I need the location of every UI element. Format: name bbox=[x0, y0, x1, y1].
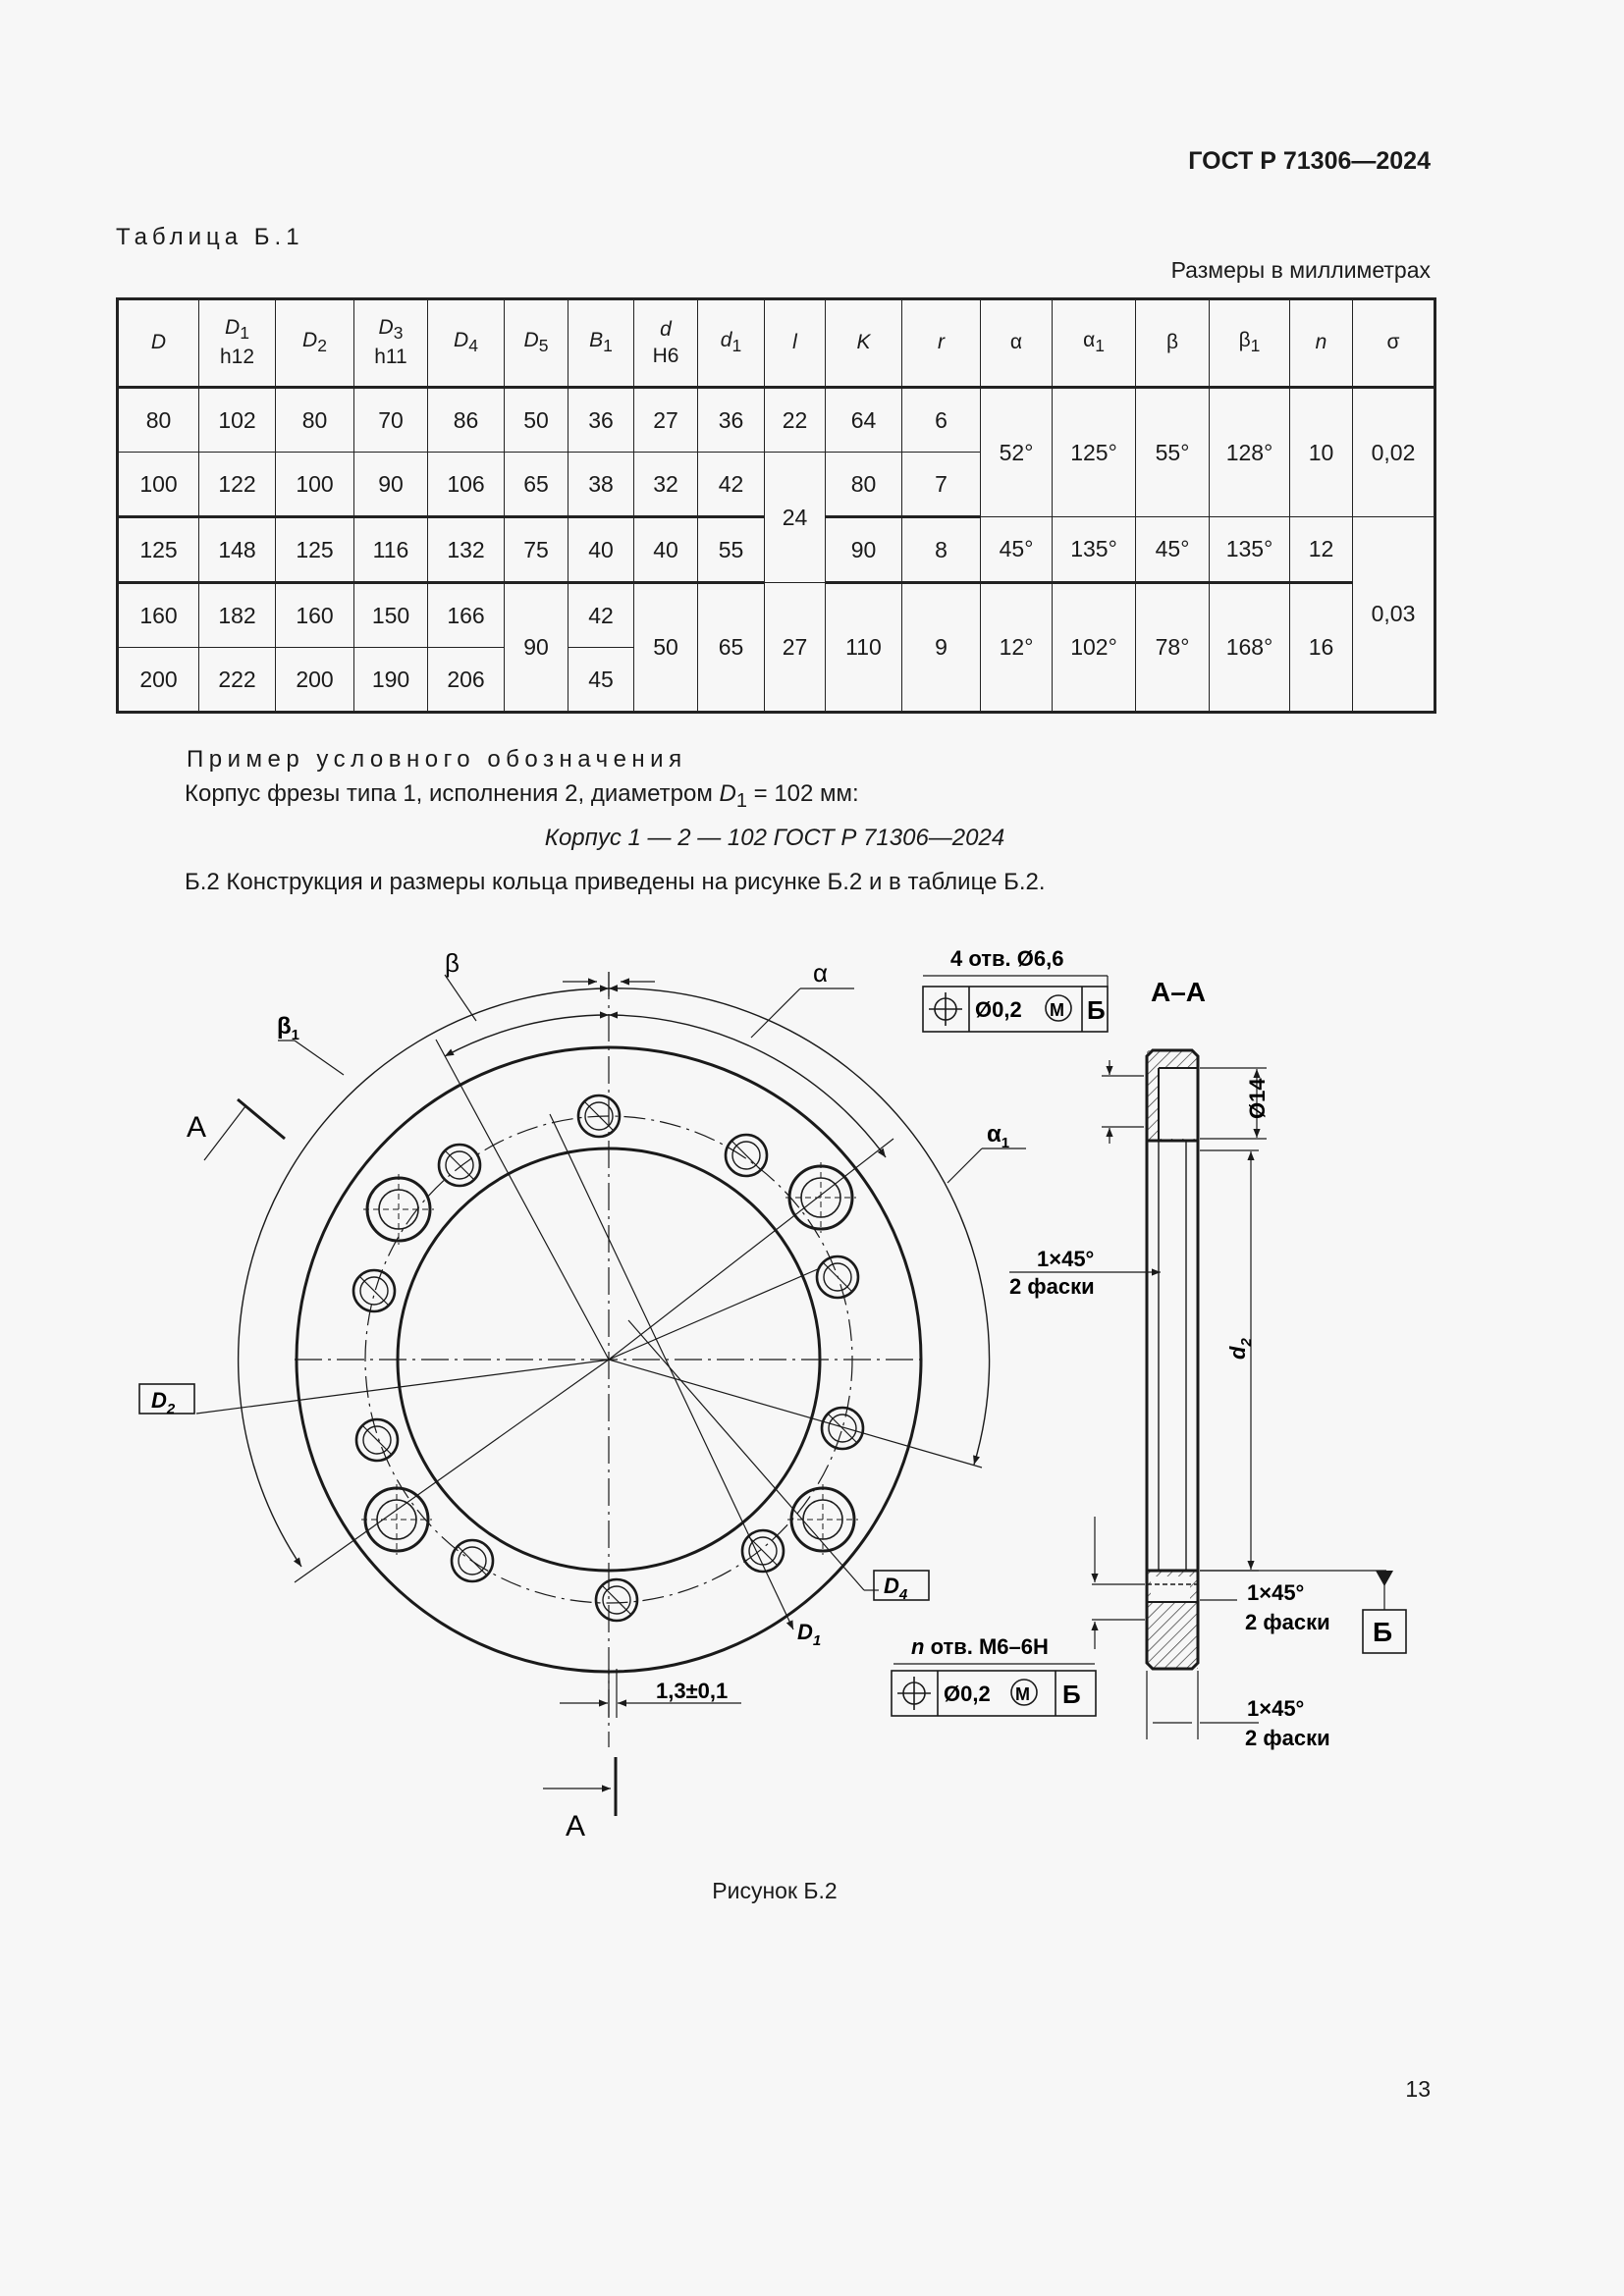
page-number: 13 bbox=[1405, 2076, 1431, 2102]
datum-B: Б bbox=[1373, 1617, 1393, 1647]
label-alpha: α bbox=[813, 958, 829, 988]
col-d1: $d_1$ bbox=[698, 299, 765, 388]
col-D5: $D_5$ bbox=[505, 299, 568, 388]
col-sigma: σ bbox=[1353, 299, 1435, 388]
table-units: Размеры в миллиметрах bbox=[1170, 257, 1431, 283]
label-beta: β bbox=[445, 948, 460, 978]
col-D: D bbox=[118, 299, 199, 388]
dim-d14: Ø14 bbox=[1245, 1078, 1270, 1119]
col-l: l bbox=[765, 299, 826, 388]
fcf-top-tolerance: Ø0,2 bbox=[975, 997, 1022, 1022]
col-beta: β bbox=[1136, 299, 1210, 388]
col-alpha1: $\alpha_1$ bbox=[1053, 299, 1136, 388]
col-K: K bbox=[826, 299, 902, 388]
table-caption: Таблица Б.1 bbox=[116, 224, 304, 250]
chamfer-1b: 2 фаски bbox=[1009, 1274, 1095, 1299]
col-D2: $D_2$ bbox=[276, 299, 354, 388]
fcf-bottom-datum: Б bbox=[1062, 1680, 1081, 1709]
col-d: d H6 bbox=[634, 299, 698, 388]
holes-top-note: 4 отв. Ø6,6 bbox=[950, 946, 1064, 971]
col-n: n bbox=[1290, 299, 1353, 388]
ring-front-view bbox=[196, 972, 1026, 1816]
chamfer-2b: 2 фаски bbox=[1245, 1610, 1330, 1634]
fcf-bottom-modifier: M bbox=[1015, 1684, 1030, 1704]
chamfer-2a: 1×45° bbox=[1247, 1580, 1305, 1605]
holes-bottom-note: n отв. М6–6Н bbox=[911, 1634, 1049, 1659]
table-row: 80 102 80 70 86 50 36 27 36 22 64 6 52° 125° 55° 128° 10 0,02 bbox=[118, 388, 1435, 453]
col-D3: $D_3$ h11 bbox=[354, 299, 428, 388]
example-body: Корпус фрезы типа 1, исполнения 2, диаметром $D_1 = 102$ мм: bbox=[185, 780, 859, 812]
table-row: 200 222 200 190 206 45 bbox=[118, 648, 1435, 713]
section-A-A: А–А bbox=[1151, 977, 1207, 1007]
fcf-top-modifier: M bbox=[1050, 1000, 1064, 1020]
col-D1: $D_1$ h12 bbox=[199, 299, 276, 388]
fcf-top-datum: Б bbox=[1087, 995, 1106, 1025]
col-D4: $D_4$ bbox=[428, 299, 505, 388]
chamfer-3b: 2 фаски bbox=[1245, 1726, 1330, 1750]
label-D4: $D_4$ bbox=[884, 1574, 908, 1603]
table-row: 160 182 160 150 166 90 42 50 65 27 110 9 12° 102° 78° 168° 16 bbox=[118, 583, 1435, 648]
label-beta1: $\beta_1$ bbox=[277, 1013, 299, 1043]
standard-number: ГОСТ Р 71306—2024 bbox=[1188, 147, 1431, 175]
example-designation: Корпус 1 — 2 — 102 ГОСТ Р 71306—2024 bbox=[544, 825, 1005, 851]
dim-1-3: 1,3±0,1 bbox=[656, 1679, 729, 1703]
label-section-A-side: А bbox=[187, 1111, 207, 1144]
figure-caption: Рисунок Б.2 bbox=[712, 1878, 838, 1903]
label-alpha1: $\alpha_1$ bbox=[987, 1121, 1010, 1151]
label-D1: $D_1$ bbox=[797, 1620, 822, 1649]
chamfer-3a: 1×45° bbox=[1247, 1696, 1305, 1721]
example-label: Пример условного обозначения bbox=[187, 746, 687, 773]
col-beta1: $\beta_1$ bbox=[1210, 299, 1290, 388]
table-row: 125 148 125 116 132 75 40 40 55 90 8 45° 135° 45° 135° 12 0,03 bbox=[118, 517, 1435, 583]
fcf-bottom-tolerance: Ø0,2 bbox=[944, 1682, 991, 1706]
dim-d2: $d_2$ bbox=[1225, 1338, 1255, 1360]
table-row: 100 122 100 90 106 65 38 32 42 24 80 7 bbox=[118, 453, 1435, 517]
label-section-A-bottom: А bbox=[566, 1810, 586, 1842]
chamfer-1a: 1×45° bbox=[1037, 1247, 1095, 1271]
col-alpha: α bbox=[981, 299, 1053, 388]
paragraph-b2: Б.2 Конструкция и размеры кольца приведены на рисунке Б.2 и в таблице Б.2. bbox=[185, 869, 1046, 895]
section-view bbox=[1009, 1050, 1406, 1739]
col-r: r bbox=[902, 299, 981, 388]
label-D2: $D_2$ bbox=[151, 1388, 176, 1417]
col-B1: $B_1$ bbox=[568, 299, 634, 388]
